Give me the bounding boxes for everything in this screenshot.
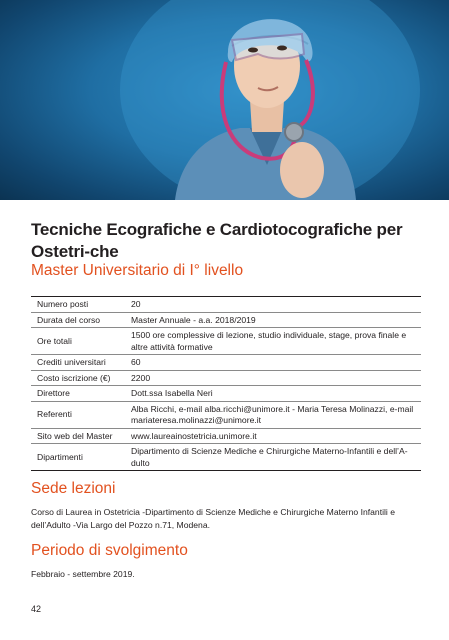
info-label: Durata del corso (37, 314, 101, 325)
info-label: Ore totali (37, 335, 72, 346)
info-row-durata (31, 312, 421, 328)
info-row-crediti (31, 354, 421, 370)
page-number: 42 (31, 604, 42, 614)
info-value: Master Annuale - a.a. 2018/2019 (131, 314, 256, 325)
course-info-table (31, 296, 421, 471)
info-value: 20 (131, 299, 141, 309)
course-subtitle: Master Universitario di I° livello (31, 262, 244, 279)
info-row-sito (31, 428, 421, 444)
info-row-ore (31, 327, 421, 354)
info-label: Crediti universitari (37, 357, 106, 367)
info-value: 2200 (131, 372, 151, 383)
info-row-dipartimenti (31, 443, 421, 470)
sede-heading: Sede lezioni (31, 480, 116, 497)
sede-text: Corso di Laurea in Ostetricia -Dipartimento di Scienze Mediche e Chirurgiche Materno Infantili e dell’Adulto -Via Largo del Pozzo n.71, Modena. (31, 507, 395, 530)
info-value: Alba Ricchi, e-mail alba.ricchi@unimore.it - Maria Teresa Molinazzi, e-mail mariateresa.molinazzi@unimore.it (131, 403, 414, 425)
info-value: 60 (131, 357, 141, 367)
hero-photo (0, 0, 449, 200)
info-label: Numero posti (37, 299, 89, 309)
page-title: Tecniche Ecografiche e Cardiotocografiche per Ostetri-che (31, 220, 403, 261)
nurse-photo (0, 0, 449, 200)
info-row-posti (31, 297, 421, 312)
info-row-referenti (31, 401, 421, 428)
info-label: Costo iscrizione (€) (37, 372, 111, 383)
info-label: Referenti (37, 409, 72, 420)
periodo-heading: Periodo di svolgimento (31, 542, 188, 559)
info-row-direttore (31, 385, 421, 401)
info-value: 1500 ore complessive di lezione, studio individuale, stage, prova finale e altre attività formative (131, 330, 407, 352)
info-label: Dipartimenti (37, 451, 83, 462)
website-link[interactable]: www.laureainostetricia.unimore.it (131, 430, 257, 441)
info-label: Direttore (37, 388, 70, 398)
info-value: Dipartimento di Scienze Mediche e Chirurgiche Materno-Infantili e dell’A-dulto (131, 446, 408, 468)
info-label: Sito web del Master (37, 430, 113, 441)
periodo-text: Febbraio - settembre 2019. (31, 569, 135, 579)
info-value: Dott.ssa Isabella Neri (131, 388, 213, 398)
info-row-costo (31, 370, 421, 386)
